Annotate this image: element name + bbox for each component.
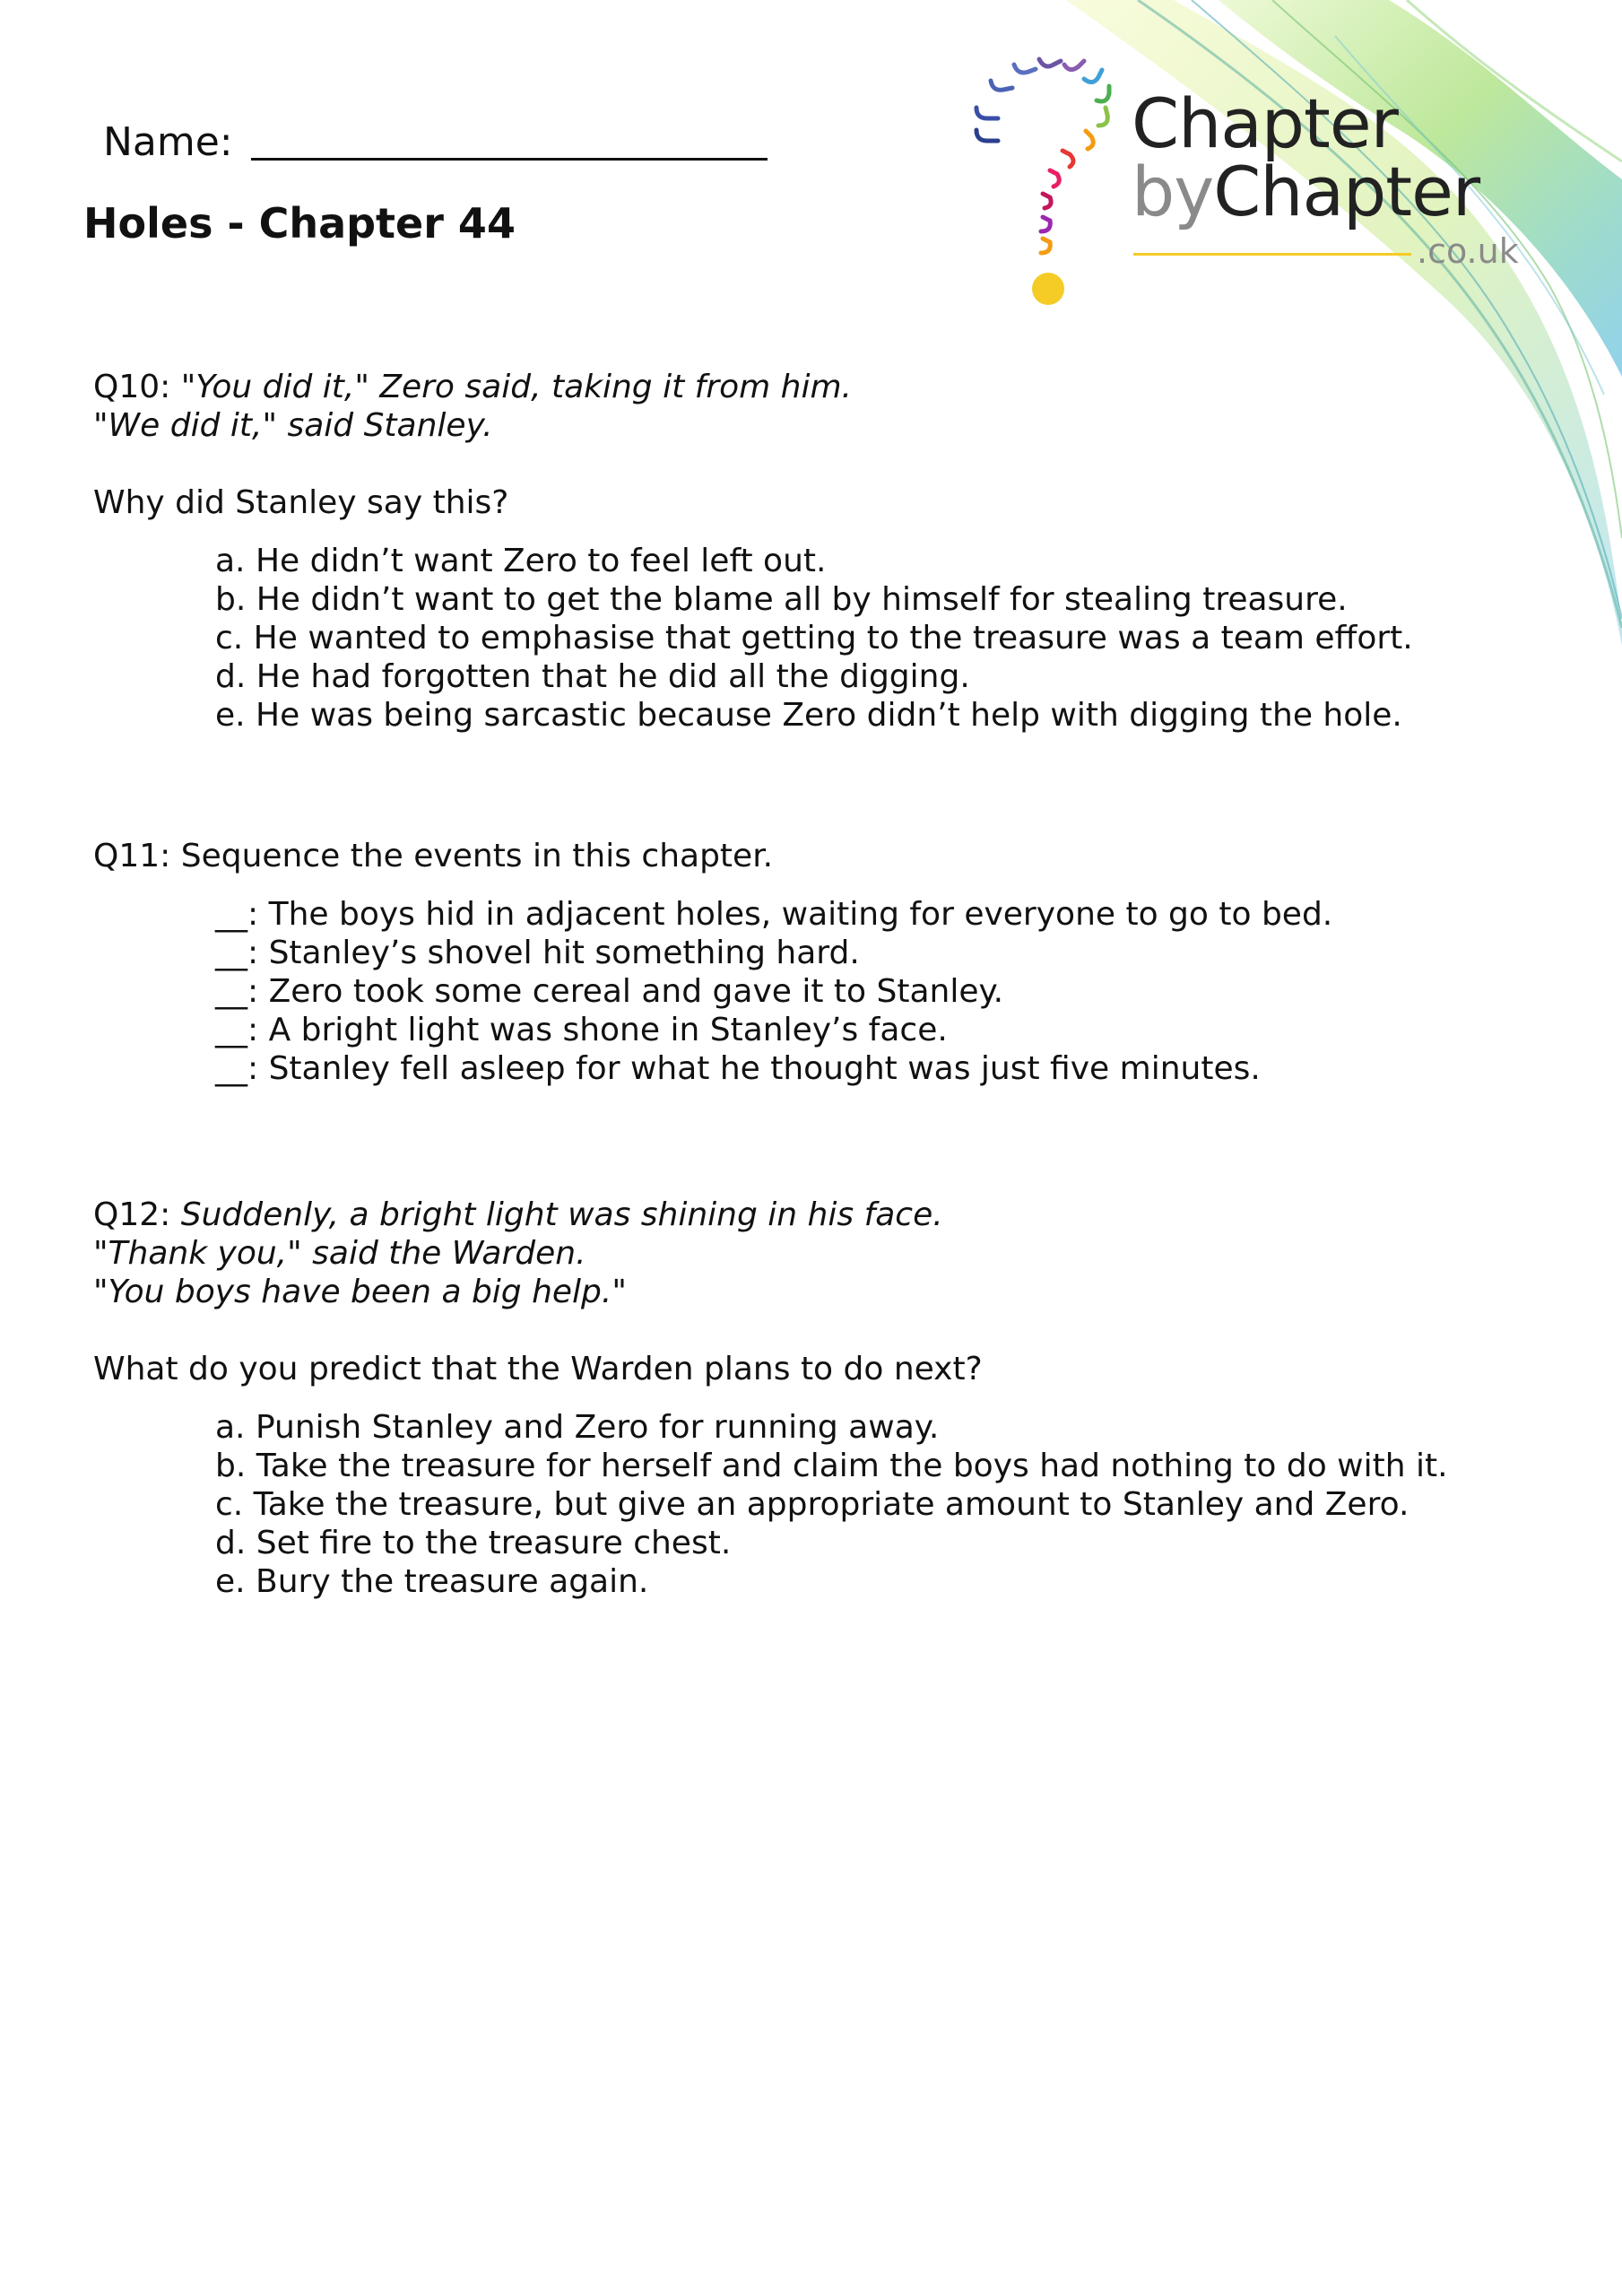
q12-option-a[interactable]: a. Punish Stanley and Zero for running away.: [215, 1409, 940, 1446]
logo-line-1: Chapter: [1132, 83, 1398, 163]
q12-quote-2: "Thank you," said the Warden.: [93, 1235, 586, 1272]
q10-option-b[interactable]: b. He didn’t want to get the blame all by himself for stealing treasure.: [215, 581, 1348, 618]
q12-options: [215, 1408, 1448, 1601]
q10-option-d[interactable]: d. He had forgotten that he did all the digging.: [215, 658, 970, 695]
worksheet-title: Holes - Chapter 44: [83, 199, 516, 248]
q10-options: [215, 542, 1413, 735]
q10-label: Q10:: [93, 369, 171, 405]
q10-quote-line-1: [93, 368, 1413, 406]
q11-event-1[interactable]: __: The boys hid in adjacent holes, waiting for everyone to go to bed.: [215, 896, 1333, 933]
q10-option-e[interactable]: e. He was being sarcastic because Zero didn’t help with digging the hole.: [215, 697, 1402, 734]
q12-option-e[interactable]: e. Bury the treasure again.: [215, 1563, 649, 1600]
logo-chapter: Chapter: [1213, 152, 1480, 231]
q11-event-4[interactable]: __: A bright light was shone in Stanley’s face.: [215, 1012, 948, 1048]
q12-question: What do you predict that the Warden plans to do next?: [93, 1351, 983, 1387]
q10-option-c[interactable]: c. He wanted to emphasise that getting to the treasure was a team effort.: [215, 620, 1413, 657]
name-row: [103, 118, 768, 165]
name-blank-line[interactable]: [251, 118, 768, 161]
q12-quote-line-1: [93, 1196, 1448, 1234]
question-q12: [93, 1196, 1448, 1601]
q11-event-5[interactable]: __: Stanley fell asleep for what he thought was just five minutes.: [215, 1050, 1261, 1087]
question-q10: [93, 368, 1413, 735]
logo-by: by: [1132, 152, 1214, 231]
q10-quote-2: "We did it," said Stanley.: [93, 407, 493, 444]
q11-label: Q11:: [93, 838, 171, 874]
q11-question: Sequence the events in this chapter.: [180, 838, 774, 874]
logo-domain: .co.uk: [1417, 231, 1519, 271]
q11-sequence-list: [215, 895, 1332, 1088]
q11-event-2[interactable]: __: Stanley’s shovel hit something hard.: [215, 935, 860, 971]
book-arc-question-mark-icon: [964, 54, 1125, 314]
q10-question: Why did Stanley say this?: [93, 484, 509, 521]
q12-quote-3: "You boys have been a big help.": [93, 1274, 627, 1310]
logo-wordmark: [1132, 83, 1519, 271]
logo-line-2: [1132, 152, 1480, 231]
q12-quote-1: Suddenly, a bright light was shining in his face.: [180, 1196, 943, 1233]
logo-rule: [1133, 253, 1411, 256]
q10-option-a[interactable]: a. He didn’t want Zero to feel left out.: [215, 543, 827, 579]
q11-heading: [93, 837, 1332, 875]
question-q11: [93, 837, 1332, 1088]
q12-option-d[interactable]: d. Set fire to the treasure chest.: [215, 1525, 732, 1561]
q12-option-b[interactable]: b. Take the treasure for herself and claim the boys had nothing to do with it.: [215, 1448, 1448, 1484]
q12-option-c[interactable]: c. Take the treasure, but give an appropriate amount to Stanley and Zero.: [215, 1486, 1409, 1523]
q11-event-3[interactable]: __: Zero took some cereal and gave it to Stanley.: [215, 973, 1004, 1010]
q12-label: Q12:: [93, 1196, 171, 1233]
name-label: Name:: [103, 119, 233, 165]
q10-quote-1: "You did it," Zero said, taking it from him.: [180, 369, 852, 405]
